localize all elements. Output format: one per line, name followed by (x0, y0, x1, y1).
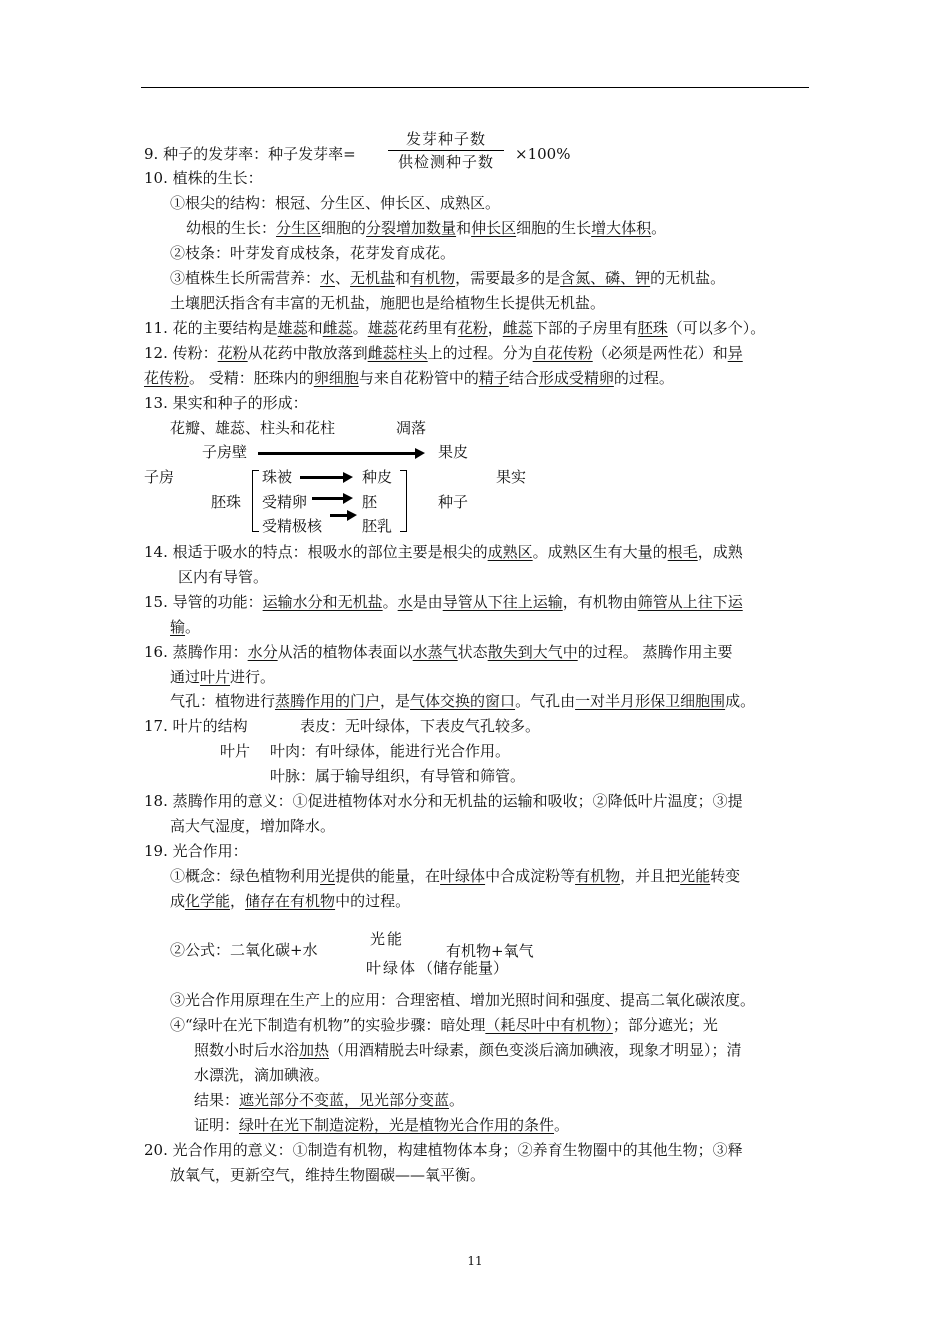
ovary-label: 子房 (144, 468, 175, 486)
s12-line2: 花传粉。 受精：胚珠内的卵细胞与来自花粉管中的精子结合形成受精卵的过程。 (144, 369, 674, 387)
s17-title: 17. 叶片的结构 (144, 717, 248, 735)
ovule-label: 胚珠 (211, 493, 242, 511)
pericarp-label: 果皮 (438, 443, 469, 461)
germination-fraction (388, 130, 504, 171)
s14-line1: 14. 根适于吸水的特点：根吸水的部位主要是根尖的成熟区。成熟区生有大量的根毛，成熟 (144, 543, 743, 561)
arrow-ovary-wall (258, 452, 416, 455)
s10-title: 10. 植株的生长： (144, 169, 263, 187)
s19-experiment3: 水漂洗，滴加碘液。 (194, 1066, 330, 1084)
s10-line1: ①根尖的结构：根冠、分生区、伸长区、成熟区。 (170, 194, 501, 212)
s19-formula-note: （储存能量） (418, 959, 509, 977)
arrow-polar-nuclei (330, 514, 348, 517)
s19-application: ③光合作用原理在生产上的应用：合理密植、增加光照时间和强度、提高二氧化碳浓度。 (170, 991, 756, 1009)
s10-line2: 幼根的生长：分生区细胞的分裂增加数量和伸长区细胞的生长增大体积。 (186, 219, 667, 237)
polar-nuclei-label: 受精极核 (262, 517, 323, 535)
s13-title: 13. 果实和种子的形成： (144, 394, 308, 412)
s19-formula-right: 有机物+氧气 (446, 942, 534, 960)
fraction-denominator: 供检测种子数 (397, 153, 494, 171)
s18-line1: 18. 蒸腾作用的意义：①促进植物体对水分和无机盐的运输和吸收；②降低叶片温度；③提 (144, 792, 743, 810)
s20-line2: 放氧气，更新空气，维持生物圈碳——氧平衡。 (170, 1166, 486, 1184)
s14-line2: 区内有导管。 (178, 568, 269, 586)
s19-proof: 证明：绿叶在光下制造淀粉，光是植物光合作用的条件。 (194, 1116, 570, 1134)
s19-formula-chloroplast: 叶绿体 (366, 959, 418, 977)
s19-title: 19. 光合作用： (144, 842, 248, 860)
arrow-zygote (312, 497, 344, 500)
s15-line1: 15. 导管的功能：运输水分和无机盐。水是由导管从下往上运输，有机物由筛管从上往下运 (144, 593, 743, 611)
s17-vein: 叶脉：属于输导组织，有导管和筛管。 (270, 767, 526, 785)
s20-line1: 20. 光合作用的意义：①制造有机物，构建植物体本身；②养育生物圈中的其他生物；③释 (144, 1141, 743, 1159)
s19-concept1: ①概念：绿色植物利用光提供的能量，在叶绿体中合成淀粉等有机物，并且把光能转变 (170, 867, 741, 885)
s18-line2: 高大气湿度，增加降水。 (170, 817, 336, 835)
s19-formula-light: 光能 (370, 930, 405, 948)
s17-mesophyll: 叶肉：有叶绿体，能进行光合作用。 (270, 742, 511, 760)
s19-concept2: 成化学能，储存在有机物中的过程。 (170, 892, 411, 910)
zygote-label: 受精卵 (262, 493, 308, 511)
ovary-wall-label: 子房壁 (202, 443, 248, 461)
s16-line1: 16. 蒸腾作用：水分从活的植物体表面以水蒸气状态散失到大气中的过程。 蒸腾作用主要 (144, 643, 733, 661)
left-bracket (252, 470, 259, 532)
s17-epidermis: 表皮：无叶绿体，下表皮气孔较多。 (300, 717, 541, 735)
petals-label: 花瓣、雄蕊、柱头和花柱 (170, 419, 336, 437)
page-number: 11 (467, 1254, 483, 1268)
s16-line3: 气孔：植物进行蒸腾作用的门户，是气体交换的窗口。气孔由一对半月形保卫细胞围成。 (170, 692, 756, 710)
s12-line1: 12. 传粉：花粉从花药中散放落到雌蕊柱头上的过程。分为自花传粉（必须是两性花）和异 (144, 344, 743, 362)
right-bracket (400, 470, 407, 532)
s10-line3: ②枝条：叶芽发育成枝条，花芽发育成花。 (170, 244, 456, 262)
arrow-integument (300, 476, 344, 479)
s17-leaf: 叶片 (220, 742, 251, 760)
s11-line: 11. 花的主要结构是雄蕊和雌蕊。雄蕊花药里有花粉，雌蕊下部的子房里有胚珠（可以多个）。 (144, 319, 766, 337)
s16-line2: 通过叶片进行。 (170, 668, 276, 686)
s10-line5: 土壤肥沃指含有丰富的无机盐，施肥也是给植物生长提供无机盐。 (170, 294, 606, 312)
s9-text: 9. 种子的发芽率：种子发芽率= (144, 145, 356, 163)
s19-formula-left: ②公式：二氧化碳+水 (170, 941, 318, 959)
fraction-bar (388, 150, 504, 151)
seed-coat-label: 种皮 (362, 468, 393, 486)
wither-label: 凋落 (396, 419, 427, 437)
s19-experiment2: 照数小时后水浴加热（用酒精脱去叶绿素，颜色变淡后滴加碘液，现象才明显）；清 (194, 1041, 742, 1059)
s19-experiment1: ④“绿叶在光下制造有机物”的实验步骤：暗处理（耗尽叶中有机物）；部分遮光；光 (170, 1016, 718, 1034)
seed-label: 种子 (438, 493, 469, 511)
fraction-numerator: 发芽种子数 (405, 130, 486, 148)
header-rule (141, 87, 809, 88)
integument-label: 珠被 (262, 468, 293, 486)
s15-line2: 输。 (170, 618, 201, 636)
s10-line4: ③植株生长所需营养：水、无机盐和有机物，需要最多的是含氮、磷、钾的无机盐。 (170, 269, 726, 287)
s9-percent: ×100% (515, 145, 571, 163)
embryo-label: 胚 (362, 493, 378, 511)
fruit-label: 果实 (496, 468, 527, 486)
s19-result: 结果：遮光部分不变蓝，见光部分变蓝。 (194, 1091, 465, 1109)
endosperm-label: 胚乳 (362, 517, 393, 535)
